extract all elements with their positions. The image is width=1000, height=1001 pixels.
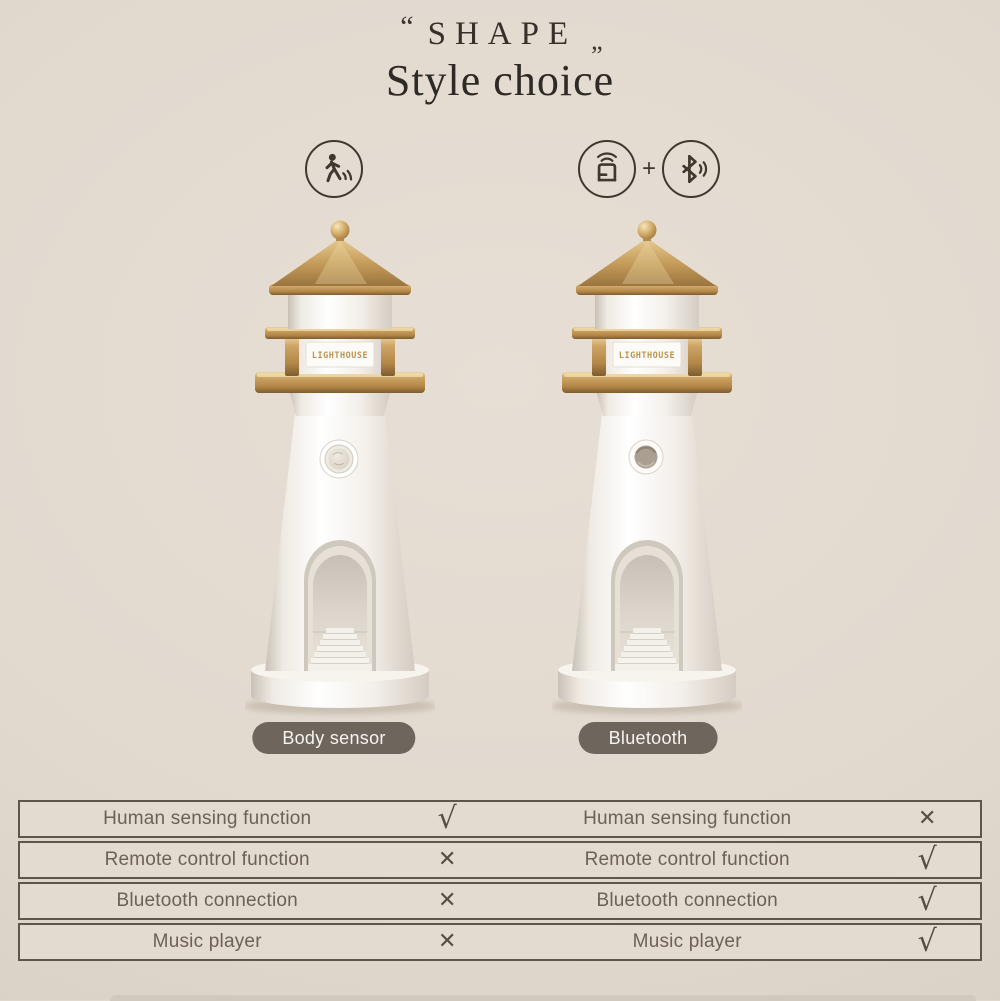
feature-label: Music player	[632, 931, 742, 952]
lighthouse-brand-label: LIGHTHOUSE	[311, 351, 369, 361]
quote-close-mark: „	[591, 25, 600, 55]
bluetooth-icon	[662, 140, 720, 198]
right-cell	[500, 802, 980, 836]
railing-post-right	[688, 336, 702, 376]
feature-label: Remote control function	[584, 849, 790, 870]
porthole-ring	[629, 440, 663, 474]
bluetooth-glyph	[672, 150, 710, 188]
product-image-bluetooth-lighthouse	[552, 218, 742, 718]
motion-sensor-icon	[305, 140, 363, 198]
lantern-room	[288, 294, 392, 329]
railing-post-left	[285, 336, 299, 376]
feature-mark: √	[917, 924, 937, 959]
body-sensor-button	[320, 440, 358, 478]
walking-person-glyph	[314, 149, 354, 189]
page-header	[0, 9, 1000, 106]
feature-mark: √	[917, 842, 937, 877]
table-row	[18, 800, 982, 838]
left-cell	[20, 843, 500, 877]
product-image-body-sensor-lighthouse	[245, 218, 435, 718]
left-cell	[20, 884, 500, 918]
tower-neck	[596, 390, 698, 416]
right-product-icons	[578, 140, 720, 198]
remote-control-icon	[578, 140, 636, 198]
comparison-table	[18, 800, 982, 961]
finial-ball	[331, 221, 350, 240]
railing-post-left	[592, 336, 606, 376]
remote-glyph	[588, 150, 626, 188]
railing-post-right	[381, 336, 395, 376]
next-section-edge	[110, 995, 976, 1001]
badge-body-sensor: Body sensor	[252, 722, 415, 754]
right-cell	[500, 843, 980, 877]
finial-ball	[638, 221, 657, 240]
page-title: SHAPE	[427, 16, 578, 52]
feature-mark: ✕	[437, 929, 457, 954]
quote-open-mark: “	[400, 9, 414, 43]
table-row	[18, 882, 982, 920]
doorway	[611, 540, 683, 671]
feature-mark: ✕	[437, 888, 457, 913]
lantern-room	[595, 294, 699, 329]
right-cell	[500, 884, 980, 918]
table-row	[18, 841, 982, 879]
right-cell	[500, 925, 980, 959]
feature-label: Bluetooth connection	[116, 890, 298, 911]
feature-label: Bluetooth connection	[596, 890, 778, 911]
feature-mark: √	[437, 801, 457, 836]
doorway	[304, 540, 376, 671]
feature-label: Human sensing function	[583, 808, 792, 829]
feature-mark: ✕	[437, 847, 457, 872]
feature-label: Human sensing function	[103, 808, 312, 829]
badge-bluetooth: Bluetooth	[579, 722, 718, 754]
feature-mark: ✕	[917, 806, 937, 831]
tower-neck	[289, 390, 391, 416]
feature-label: Music player	[152, 931, 262, 952]
page-subtitle: Style choice	[385, 56, 615, 105]
lighthouse-brand-label: LIGHTHOUSE	[618, 351, 676, 361]
plus-sign: +	[642, 155, 657, 182]
table-row	[18, 923, 982, 961]
feature-label: Remote control function	[104, 849, 310, 870]
left-cell	[20, 802, 500, 836]
left-cell	[20, 925, 500, 959]
feature-mark: √	[917, 883, 937, 918]
